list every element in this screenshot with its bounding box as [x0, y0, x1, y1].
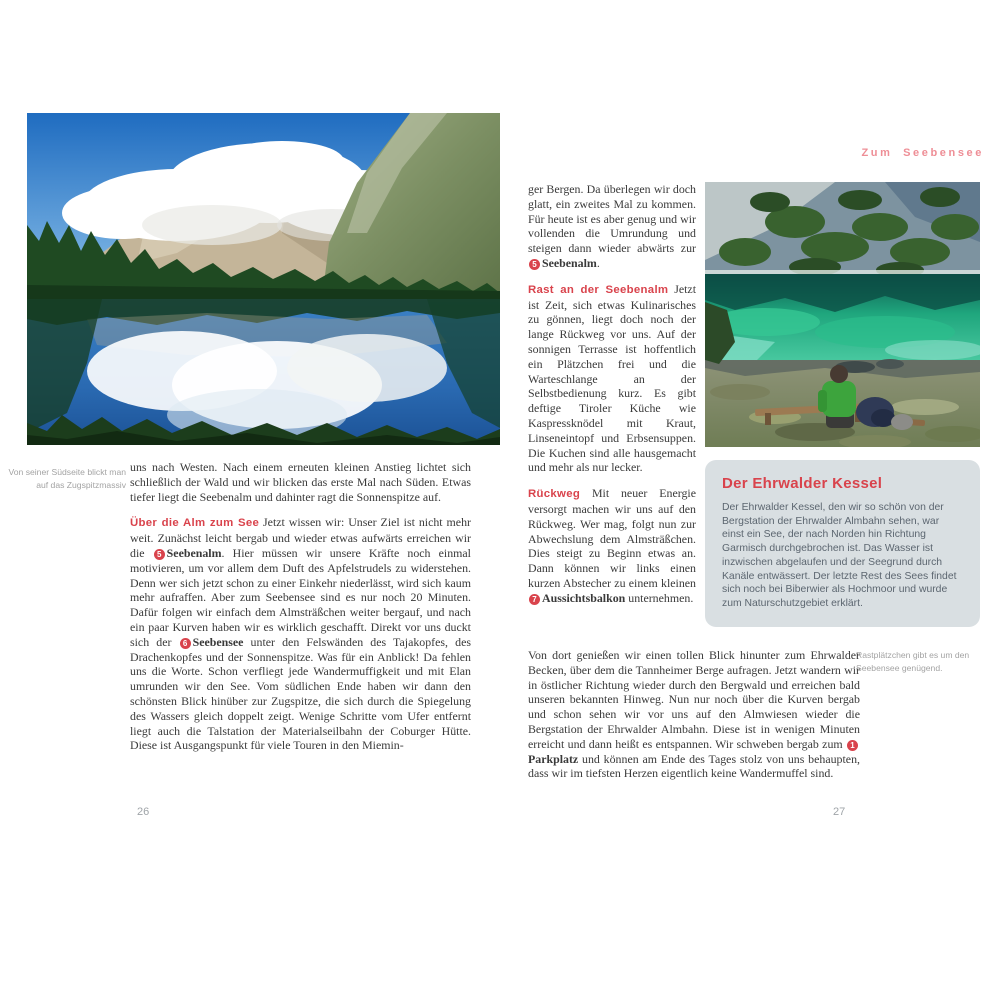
- waypoint-number-icon: 5: [529, 259, 540, 270]
- paragraph: [528, 486, 696, 605]
- waypoint-name: Parkplatz: [528, 751, 579, 766]
- info-box-body: Der Ehrwalder Kessel, den wir so schön von der Bergstation der Ehrwalder Almbahn sehen, war einst ein See, der nach Norden hin Richtung Garmisch durchgebrochen ist. Das Wasser ist inzwischen abgelaufen und der Seegrund durch Kanäle entwässert. Der letzte Rest des Sees findet sich noch bei Biberwier als Hochmoor und wurde zum Naturschutzgebiet erklärt.: [722, 502, 957, 609]
- photo-seebensee-zugspitze: [27, 113, 500, 445]
- waypoint-number-icon: 1: [847, 740, 858, 751]
- text-run: uns nach Westen. Nach einem erneuten kleinen Anstieg lichtet sich schließlich der Wald und wir blicken das erste Mal nach Süden. Etwas tiefer liegt die Seebenalm und dahinter ragt die Sonnenspitze auf.: [130, 460, 471, 504]
- text-run: Von dort genießen wir einen tollen Blick hinunter zum Ehrwalder Becken, über dem die Tannheimer Berge aufragen. Jetzt wandern wir in östlicher Richtung wieder durch den Bergwald und erreichen bald unseren bekannten Hinweg. Nun nur noch über die Kurven bergab und schon sehen wir vor uns auf den Almwiesen wieder die Bergstation der Ehrwalder Almbahn. Diese ist in wenigen Minuten erreicht und dann heißt es entspannen. Wir schweben bergab zum: [528, 648, 860, 751]
- left-photo-illustration: [27, 113, 500, 445]
- paragraph: [130, 515, 471, 753]
- page-number-right: 27: [833, 806, 846, 818]
- bottom-paragraph: [528, 648, 860, 781]
- text-run: und können am Ende des Tages stolz von uns behaupten, dass wir im tiefsten Herzen eigentlich keine Wandermuffel sind.: [528, 751, 860, 781]
- waterline: [705, 270, 980, 274]
- waypoint-number-icon: 5: [154, 549, 165, 560]
- waypoint-name: Seebenalm: [542, 255, 597, 270]
- photo-caption-right: Rastplätzchen gibt es um den Seebensee genügend.: [856, 650, 970, 673]
- inline-subheading: Rückweg: [528, 488, 581, 501]
- inline-subheading: Über die Alm zum See: [130, 517, 260, 530]
- waypoint-name: Seebensee: [192, 634, 244, 649]
- page-number-left: 26: [137, 806, 150, 818]
- emerald-water: [705, 274, 980, 362]
- photo-seebensee-shore: [705, 182, 980, 447]
- waypoint-name: Aussichtsbalkon: [542, 590, 626, 605]
- paragraph: [130, 460, 471, 504]
- paragraph: [528, 182, 696, 271]
- text-run: unter den Felswänden des Tajakopfes, des Drachenkopfes und der Sonnenspitze. Was für ein Anblick! Da fehlen uns die Worte. Schon verfliegt jede Wandermuffigkeit und mit Elan umrunden wir den See. Vom südlichen Ende haben wir dann den schönsten Blick hinüber zur Zugspitze, die sich durch die Spiegelung des Wassers gleich doppelt zeigt. Wenige Schritte vom Ufer entfernt liegt auch die Talstation der Materialseilbahn der Coburger Hütte. Diese ist Ausgangspunkt für viele Touren in den Miemin-: [130, 634, 471, 753]
- info-box-ehrwalder-kessel: [705, 460, 980, 627]
- waypoint-number-icon: 6: [180, 638, 191, 649]
- waypoint-number-icon: 7: [529, 594, 540, 605]
- text-run: ger Bergen. Da überlegen wir doch glatt, ein zweites Mal zu kommen. Für heute ist es aber genug und wir vollenden die Umrundung und steigen dann wieder abwärts zur: [528, 182, 696, 256]
- text-run: Jetzt wissen wir: Unser Ziel ist nicht mehr weit. Zunächst leicht bergab und wieder etwas aufwärts erreichen wir die: [130, 515, 471, 560]
- text-run: Jetzt ist Zeit, sich etwas Kulinarisches zu gönnen, liegt doch noch der lange Rückweg vor uns. Auf der sonnigen Terrasse ist hoffentlich ein Plätzchen frei und die Warteschlange an der Selbstbedienung kurz. Es gibt deftige Tiroler Küche wie Kaspressknödel mit Kraut, Linseneintopf und Erbsensuppen. Die Kuchen sind alle hausgemacht und mehr als nur lecker.: [528, 281, 697, 475]
- text-run: unternehmen.: [625, 590, 694, 605]
- middle-text-column: [528, 182, 696, 606]
- photo-caption-left: Von seiner Südseite blickt man auf das Zugspitzmassiv: [8, 467, 126, 490]
- bottom-text-block: [528, 648, 860, 781]
- left-text-column: [130, 460, 471, 753]
- text-run: Mit neuer Energie versorgt machen wir uns auf den Rückweg. Wer mag, folgt nun zur Abwechslung dem Almsträßchen. Dies steigt zu Beginn etwas an. Dann können wir links einen kurzen Abstecher zu einem kleinen: [528, 486, 696, 590]
- right-photo-illustration: [705, 182, 980, 447]
- running-header: Zum Seebensee: [861, 147, 984, 159]
- waypoint-name: Seebenalm: [166, 545, 222, 560]
- paragraph: [528, 282, 696, 475]
- info-box-title: Der Ehrwalder Kessel: [722, 475, 883, 492]
- inline-subheading: Rast an der Seebenalm: [528, 283, 669, 296]
- text-run: .: [596, 255, 600, 270]
- text-run: . Hier müssen wir unsere Kräfte noch einmal motivieren, um vor allem dem Duft des Apfelstrudels zu widerstehen. Denn wer sich jetzt schon zu einer Einkehr niederlässt, wird sich kaum mehr aufraffen. Aber zum Seebensee sind es nur noch 20 Minuten. Dafür folgen wir einfach dem Almsträßchen weiter bergauf, und nach ein paar Kurven haben wir es wirklich geschafft. Direkt vor uns duckt sich der: [130, 545, 471, 649]
